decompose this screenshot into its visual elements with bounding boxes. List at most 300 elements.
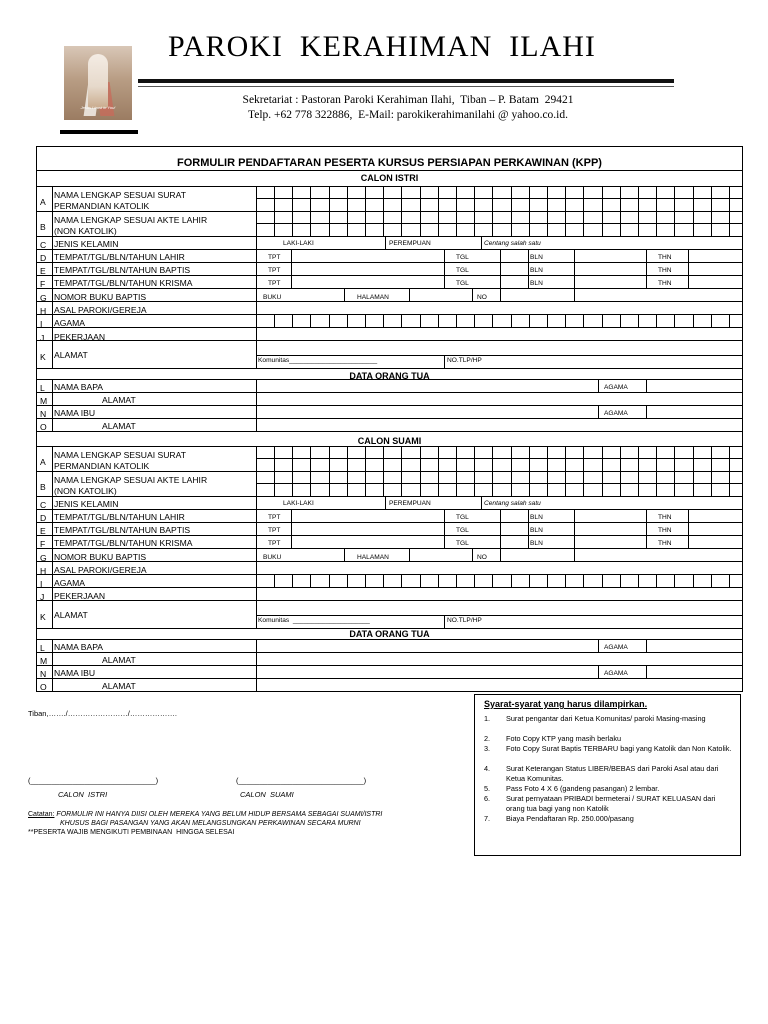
signature-suami-line[interactable]: (______________________________) [236,776,367,785]
letter-g: G [40,293,47,303]
label-nama-permandian-1-suami: NAMA LENGKAP SESUAI SURAT [54,450,186,460]
no-tlp-label: NO.TLP/HP [447,357,482,364]
label-nama-akte-1-suami: NAMA LENGKAP SESUAI AKTE LAHIR [54,475,208,485]
tgl-krisma: TGL [456,280,469,287]
grid-vline [500,509,501,548]
grid-hline [36,600,743,601]
grid-hline [36,392,743,393]
grid-hline [36,418,743,419]
catatan-label: Catatan: [28,811,55,818]
no-label-suami: NO [477,554,487,561]
grid-vline [547,314,548,327]
grid-vline [383,314,384,327]
grid-vline [688,509,689,548]
grid-vline [529,446,530,496]
req-num-3: 3. [484,744,491,753]
req-num-6: 6. [484,794,491,803]
buku-label: BUKU [263,294,282,301]
address-line-1: Sekretariat : Pastoran Paroki Kerahiman Ilahi, Tiban – P. Batam 29421 [242,94,574,106]
grid-vline [574,509,575,548]
bln-lahir-suami: BLN [530,514,543,521]
label-alamat-ibu-suami: ALAMAT [102,681,136,691]
grid-vline [52,379,53,431]
label-nama-akte-2: (NON KATOLIK) [54,226,117,236]
komunitas-field[interactable]: Komunitas________________________ [258,357,378,364]
letter-a-suami: A [40,457,46,467]
grid-hline [36,509,743,510]
title-rule-thick [138,79,674,83]
req-item-7: Biaya Pendaftaran Rp. 250.000/pasang [506,814,634,823]
grid-vline [656,574,657,587]
grid-hline [36,496,743,497]
grid-vline [472,288,473,301]
agama-bapa-label: AGAMA [604,384,628,391]
grid-vline [711,446,712,496]
agama-ibu-label: AGAMA [604,410,628,417]
grid-vline [674,314,675,327]
grid-vline [385,496,386,509]
req-num-1: 1. [484,714,491,723]
grid-vline [511,574,512,587]
tgl-krisma-suami: TGL [456,540,469,547]
label-nama-ibu-suami: NAMA IBU [54,668,96,678]
grid-hline [36,587,743,588]
grid-vline [547,574,548,587]
thn-lahir-suami: THN [658,514,672,521]
grid-vline [711,186,712,236]
label-nama-permandian-1: NAMA LENGKAP SESUAI SURAT [54,190,186,200]
grid-vline [365,186,366,236]
grid-vline [598,405,599,418]
grid-vline [52,446,53,628]
grid-vline [438,574,439,587]
label-baptis-suami: TEMPAT/TGL/BLN/TAHUN BAPTIS [54,525,191,535]
letter-h: H [40,306,47,316]
signature-istri-line[interactable]: (______________________________) [28,776,159,785]
grid-vline [365,314,366,327]
grid-hline [36,628,743,629]
grid-vline [646,405,647,418]
letter-l-suami: L [40,643,45,653]
req-item-6: Surat pernyataan PRIBADI bermeterai / SURAT KELUASAN dari orang tua bagi yang non Katolik [506,794,716,813]
letter-m: M [40,396,48,406]
grid-vline [638,446,639,496]
grid-vline [711,574,712,587]
grid-vline [656,186,657,236]
grid-vline [500,249,501,288]
label-krisma-suami: TEMPAT/TGL/BLN/TAHUN KRISMA [54,538,193,548]
thn-lahir: THN [658,254,672,261]
label-buku-baptis-suami: NOMOR BUKU BAPTIS [54,552,147,562]
grid-vline [256,186,257,368]
grid-vline [598,665,599,678]
grid-vline [444,355,445,368]
grid-vline [602,186,603,236]
grid-vline [474,314,475,327]
signature-istri-label: CALON ISTRI [58,790,108,799]
grid-vline [292,574,293,587]
grid-vline [291,249,292,288]
letter-e: E [40,266,46,276]
grid-vline [344,288,345,301]
grid-vline [274,314,275,327]
grid-vline [500,288,501,301]
bln-krisma-suami: BLN [530,540,543,547]
grid-vline [574,548,575,561]
req-num-7: 7. [484,814,491,823]
grid-vline [474,446,475,496]
komunitas-field-suami[interactable]: Komunitas _____________________ [258,617,370,624]
letter-k-suami: K [40,612,46,622]
grid-vline [711,314,712,327]
agama-ibu-label-suami: AGAMA [604,670,628,677]
grid-vline [456,186,457,236]
logo-caption: Jesus I trust in You! [80,105,116,110]
grid-vline [292,314,293,327]
grid-vline [583,314,584,327]
divine-mercy-logo [64,46,132,120]
req-num-4: 4. [484,764,491,773]
halaman-label: HALAMAN [357,294,389,301]
grid-vline [401,574,402,587]
grid-vline [444,249,445,288]
label-agama-suami: AGAMA [54,578,86,588]
thn-krisma-suami: THN [658,540,672,547]
grid-vline [329,574,330,587]
label-nama-ibu: NAMA IBU [54,408,96,418]
letter-i: I [40,319,43,329]
page-title: PAROKI KERAHIMAN ILAHI [168,30,596,63]
thn-baptis: THN [658,267,672,274]
grid-vline [481,236,482,249]
tiban-date-line[interactable]: Tiban,……./……………………/………………. [28,709,177,718]
grid-vline [481,496,482,509]
grid-vline [329,314,330,327]
grid-vline [565,186,566,236]
grid-vline [620,314,621,327]
grid-vline [444,615,445,628]
grid-vline [401,314,402,327]
grid-vline [528,509,529,548]
bln-lahir: BLN [530,254,543,261]
label-nama-permandian-2-suami: PERMANDIAN KATOLIK [54,461,150,471]
grid-vline [409,288,410,301]
thn-krisma: THN [658,280,672,287]
grid-vline [693,186,694,236]
grid-vline [420,186,421,236]
letter-j-suami: J [40,592,45,602]
grid-vline [344,548,345,561]
grid-vline [646,665,647,678]
hint-centang: Centang salah satu [484,240,541,247]
grid-vline [310,574,311,587]
grid-vline [511,446,512,496]
letter-f: F [40,279,46,289]
grid-vline [729,314,730,327]
label-alamat-bapa-suami: ALAMAT [102,655,136,665]
grid-vline [274,186,275,236]
tpt-krisma: TPT [268,280,281,287]
grid-hline [36,652,743,653]
grid-hline [36,431,743,432]
grid-vline [583,574,584,587]
label-nama-bapa-suami: NAMA BAPA [54,642,104,652]
letter-i-suami: I [40,579,43,589]
tpt-baptis: TPT [268,267,281,274]
grid-vline [565,314,566,327]
agama-bapa-label-suami: AGAMA [604,644,628,651]
bln-krisma: BLN [530,280,543,287]
grid-hline [36,678,743,679]
grid-vline [456,574,457,587]
grid-vline [256,446,257,628]
grid-vline [620,446,621,496]
label-nama-akte-1: NAMA LENGKAP SESUAI AKTE LAHIR [54,215,208,225]
grid-hline [36,379,743,380]
grid-vline [347,186,348,236]
req-item-1: Surat pengantar dari Ketua Komunitas/ paroki Masing-masing [506,714,706,723]
tpt-lahir-suami: TPT [268,514,281,521]
grid-vline [329,186,330,236]
grid-vline [383,446,384,496]
label-jenis-kelamin-suami: JENIS KELAMIN [54,499,119,509]
grid-vline [292,186,293,236]
letter-g-suami: G [40,553,47,563]
grid-vline [456,314,457,327]
req-item-5: Pass Foto 4 X 6 (gandeng pasangan) 2 lembar. [506,784,660,793]
label-baptis: TEMPAT/TGL/BLN/TAHUN BAPTIS [54,265,191,275]
grid-vline [547,446,548,496]
letter-d-suami: D [40,513,47,523]
grid-vline [409,548,410,561]
grid-vline [256,639,257,691]
grid-vline [620,574,621,587]
grid-vline [474,574,475,587]
letter-c-suami: C [40,500,47,510]
section-data-orang-tua-suami: DATA ORANG TUA [349,629,430,639]
grid-vline [598,379,599,392]
label-alamat-bapa: ALAMAT [102,395,136,405]
label-pekerjaan: PEKERJAAN [54,332,106,342]
label-alamat-ibu: ALAMAT [102,421,136,431]
letter-d: D [40,253,47,263]
catatan-line-1: FORMULIR INI HANYA DIISI OLEH MEREKA YANG BELUM HIDUP BERSAMA SEBAGAI SUAMI/ISTRI [54,811,383,818]
section-calon-suami: CALON SUAMI [357,436,422,446]
grid-hline [36,446,743,447]
buku-label-suami: BUKU [263,554,282,561]
thn-baptis-suami: THN [658,527,672,534]
grid-vline [310,186,311,236]
bln-baptis: BLN [530,267,543,274]
label-krisma: TEMPAT/TGL/BLN/TAHUN KRISMA [54,278,193,288]
label-alamat: ALAMAT [54,350,88,360]
letter-a: A [40,197,46,207]
grid-vline [646,379,647,392]
label-asal-paroki: ASAL PAROKI/GEREJA [54,305,147,315]
grid-vline [492,186,493,236]
grid-vline [500,548,501,561]
option-laki-laki[interactable]: LAKI-LAKI [283,240,314,247]
grid-vline [291,509,292,548]
logo-underline [60,130,138,134]
grid-hline [36,186,743,187]
grid-vline [638,314,639,327]
label-lahir-suami: TEMPAT/TGL/BLN/TAHUN LAHIR [54,512,185,522]
grid-vline [472,548,473,561]
logo-figure [88,54,108,108]
grid-vline [274,574,275,587]
label-nama-bapa: NAMA BAPA [54,382,104,392]
grid-vline [347,314,348,327]
grid-vline [598,639,599,652]
grid-vline [638,186,639,236]
grid-vline [656,446,657,496]
grid-vline [693,574,694,587]
grid-vline [444,509,445,548]
grid-vline [329,446,330,496]
grid-vline [365,446,366,496]
label-asal-paroki-suami: ASAL PAROKI/GEREJA [54,565,147,575]
grid-vline [310,314,311,327]
grid-vline [674,574,675,587]
grid-vline [583,446,584,496]
grid-vline [383,186,384,236]
letter-o: O [40,422,47,432]
grid-vline [420,314,421,327]
tpt-baptis-suami: TPT [268,527,281,534]
requirements-title: Syarat-syarat yang harus dilampirkan. [484,699,648,709]
grid-vline [52,639,53,691]
grid-vline [529,186,530,236]
grid-vline [383,574,384,587]
grid-vline [511,186,512,236]
grid-vline [646,509,647,548]
grid-hline [256,355,743,356]
grid-vline [688,249,689,288]
letter-k: K [40,352,46,362]
grid-vline [438,186,439,236]
registration-form [36,146,743,692]
grid-vline [729,186,730,236]
grid-hline [36,639,743,640]
hint-centang-suami: Centang salah satu [484,500,541,507]
letter-b-suami: B [40,482,46,492]
grid-vline [547,186,548,236]
grid-vline [602,574,603,587]
grid-hline [36,327,743,328]
grid-vline [511,314,512,327]
grid-vline [620,186,621,236]
letter-h-suami: H [40,566,47,576]
letter-j: J [40,333,45,343]
grid-vline [492,446,493,496]
req-num-5: 5. [484,784,491,793]
label-lahir: TEMPAT/TGL/BLN/TAHUN LAHIR [54,252,185,262]
grid-vline [565,574,566,587]
letter-b: B [40,222,46,232]
grid-vline [365,574,366,587]
letter-o-suami: O [40,682,47,692]
grid-hline [36,405,743,406]
tpt-krisma-suami: TPT [268,540,281,547]
grid-vline [574,288,575,301]
peserta-note: **PESERTA WAJIB MENGIKUTI PEMBINAAN HINGGA SELESAI [28,829,235,836]
section-calon-istri: CALON ISTRI [360,173,419,183]
grid-vline [401,446,402,496]
halaman-label-suami: HALAMAN [357,554,389,561]
letter-e-suami: E [40,526,46,536]
no-tlp-label-suami: NO.TLP/HP [447,617,482,624]
address-line-2: Telp. +62 778 322886, E-Mail: parokikerahimanilahi @ yahoo.co.id. [248,109,568,121]
grid-vline [602,446,603,496]
tgl-lahir-suami: TGL [456,514,469,521]
grid-vline [347,446,348,496]
grid-hline [36,340,743,341]
tpt-lahir: TPT [268,254,281,261]
grid-vline [420,446,421,496]
grid-vline [528,249,529,288]
grid-vline [274,446,275,496]
req-item-3: Foto Copy Surat Baptis TERBARU bagi yang Katolik dan Non Katolik. [506,744,732,753]
grid-vline [729,574,730,587]
grid-vline [420,574,421,587]
letter-f-suami: F [40,539,46,549]
grid-hline [36,249,743,250]
label-alamat-suami: ALAMAT [54,610,88,620]
form-title: FORMULIR PENDAFTARAN PESERTA KURSUS PERSIAPAN PERKAWINAN (KPP) [177,157,602,169]
catatan-note [28,811,382,818]
grid-hline [36,368,743,369]
grid-vline [474,186,475,236]
grid-vline [693,314,694,327]
grid-vline [583,186,584,236]
tgl-baptis-suami: TGL [456,527,469,534]
letter-l: L [40,383,45,393]
grid-vline [638,574,639,587]
letter-n: N [40,409,47,419]
grid-vline [646,639,647,652]
section-data-orang-tua-istri: DATA ORANG TUA [349,371,430,381]
letter-n-suami: N [40,669,47,679]
grid-vline [529,574,530,587]
grid-vline [574,249,575,288]
tgl-baptis: TGL [456,267,469,274]
option-perempuan-suami[interactable]: PEREMPUAN [389,500,431,507]
grid-hline [36,170,743,171]
no-label: NO [477,294,487,301]
grid-hline [256,615,743,616]
grid-vline [674,446,675,496]
grid-vline [401,186,402,236]
grid-vline [347,574,348,587]
grid-vline [456,446,457,496]
grid-vline [674,186,675,236]
req-item-4: Surat Keterangan Status LIBER/BEBAS dari Paroki Asal atau dari Ketua Komunitas. [506,764,719,783]
option-perempuan[interactable]: PEREMPUAN [389,240,431,247]
grid-vline [529,314,530,327]
letter-c: C [40,240,47,250]
label-buku-baptis: NOMOR BUKU BAPTIS [54,292,147,302]
title-rule-thin [138,86,674,87]
grid-vline [729,446,730,496]
option-laki-laki-suami[interactable]: LAKI-LAKI [283,500,314,507]
label-nama-permandian-2: PERMANDIAN KATOLIK [54,201,150,211]
label-nama-akte-2-suami: (NON KATOLIK) [54,486,117,496]
label-jenis-kelamin: JENIS KELAMIN [54,239,119,249]
grid-vline [310,446,311,496]
grid-vline [256,379,257,431]
req-item-2: Foto Copy KTP yang masih berlaku [506,734,622,743]
